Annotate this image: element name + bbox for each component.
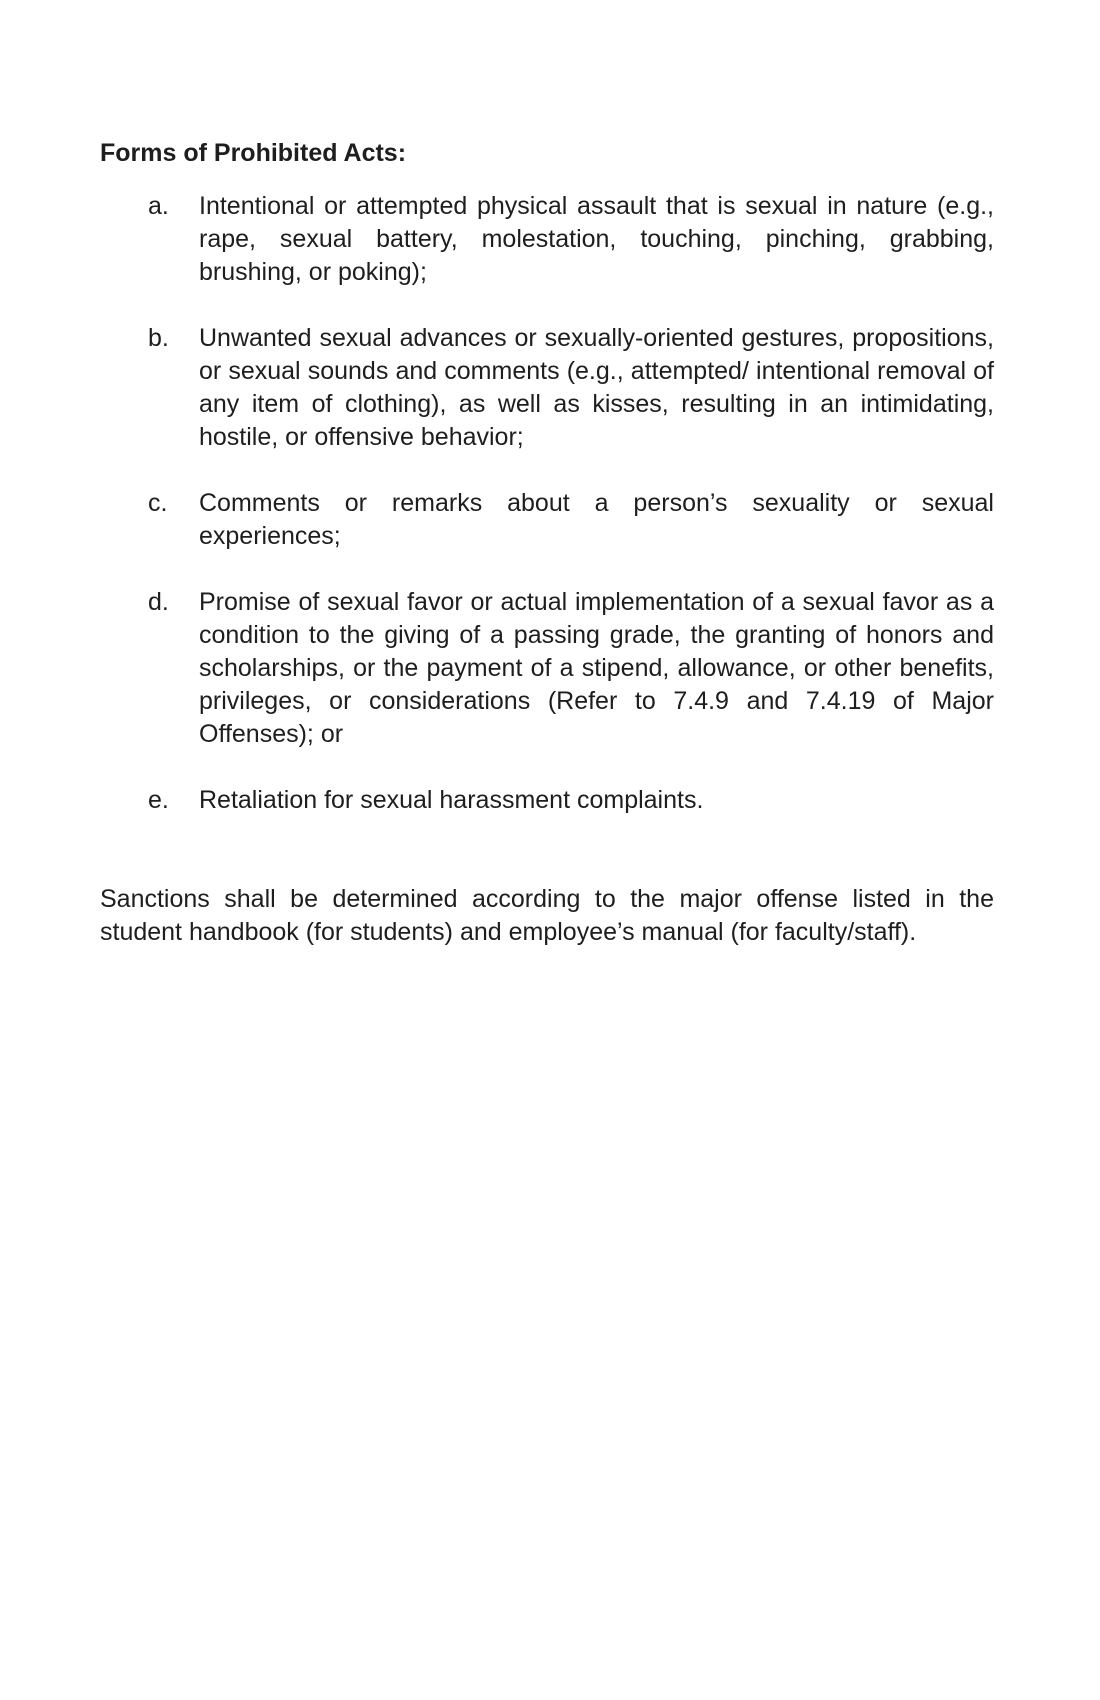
list-item-text: Retaliation for sexual harassment complaints. <box>199 786 704 814</box>
prohibited-acts-list <box>100 190 994 817</box>
section-heading: Forms of Prohibited Acts: <box>100 139 407 167</box>
list-item-text: Intentional or attempted physical assault that is sexual in nature (e.g., rape, sexual battery, molestation, touching, pinching, grabbing, brushing, or poking); <box>199 192 994 286</box>
list-item-letter: b. <box>148 324 169 352</box>
list-item-text: Unwanted sexual advances or sexually-oriented gestures, propositions, or sexual sounds and comments (e.g., attempted/ intentional removal of any item of clothing), as well as kisses, resulting in an intimidating, hostile, or offensive behavior; <box>199 324 994 451</box>
list-item-text: Comments or remarks about a person’s sexuality or sexual experiences; <box>199 489 994 550</box>
list-item <box>100 586 994 751</box>
list-item-letter: a. <box>148 192 169 220</box>
list-item-letter: c. <box>148 489 168 517</box>
list-item <box>100 784 994 817</box>
list-item <box>100 322 994 454</box>
list-item <box>100 190 994 289</box>
list-item-text: Promise of sexual favor or actual implementation of a sexual favor as a condition to the giving of a passing grade, the granting of honors and scholarships, or the payment of a stipend, allowance, or other benefits, privileges, or considerations (Refer to 7.4.9 and 7.4.19 of Major Offenses); or <box>199 588 994 748</box>
list-item-letter: e. <box>148 786 169 814</box>
sanctions-paragraph: Sanctions shall be determined according to the major offense listed in the student handbook (for students) and employee’s manual (for faculty/staff). <box>100 885 994 946</box>
list-item <box>100 487 994 553</box>
list-item-letter: d. <box>148 588 169 616</box>
